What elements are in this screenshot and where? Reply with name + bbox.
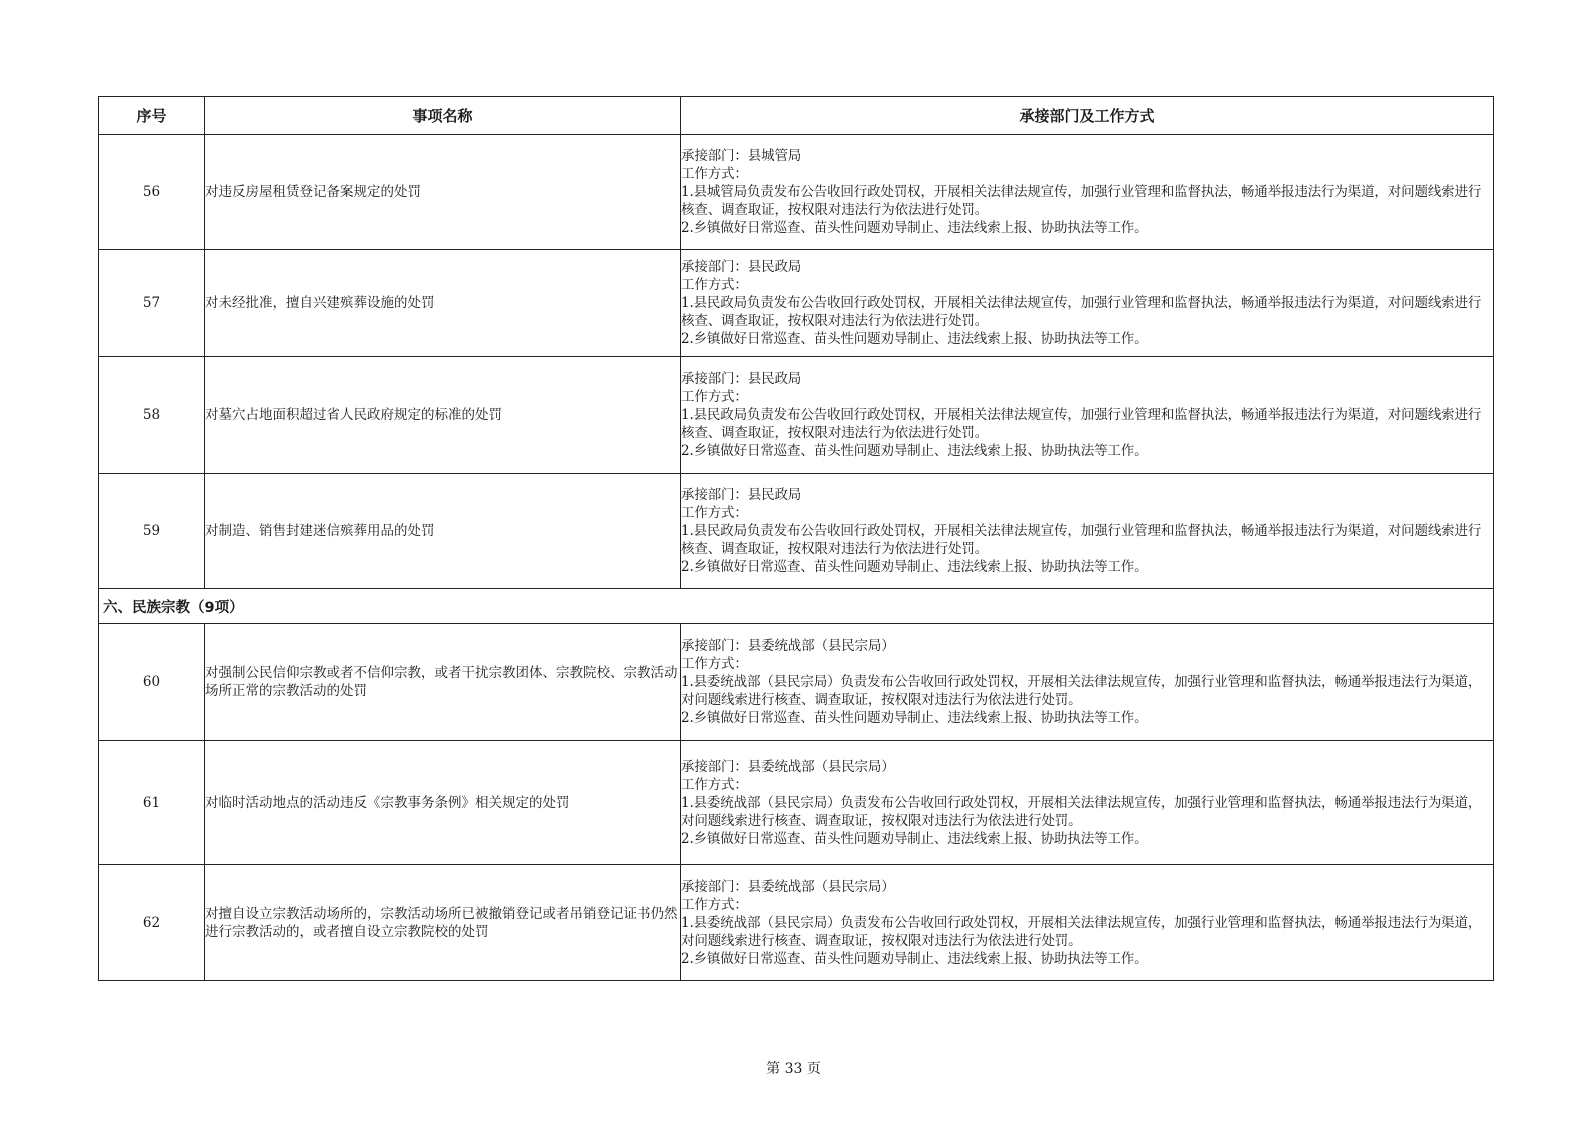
row-item-name: 对墓穴占地面积超过省人民政府规定的标准的处罚 (205, 357, 681, 474)
row-number: 57 (99, 250, 205, 357)
row-method: 承接部门：县委统战部（县民宗局） 工作方式： 1.县委统战部（县民宗局）负责发布公告收回行政处罚权，开展相关法律法规宣传，加强行业管理和监督执法，畅通举报违法行为渠道，对问题线索进行核查、调查取证，按权限对违法行为依法进行处罚。 2.乡镇做好日常巡查、苗头性问题劝导制止、违法线索上报、协助执法等工作。 (681, 865, 1494, 981)
row-method: 承接部门：县民政局 工作方式： 1.县民政局负责发布公告收回行政处罚权，开展相关法律法规宣传，加强行业管理和监督执法，畅通举报违法行为渠道，对问题线索进行核查、调查取证，按权限对违法行为依法进行处罚。 2.乡镇做好日常巡查、苗头性问题劝导制止、违法线索上报、协助执法等工作。 (681, 357, 1494, 474)
row-item-name: 对违反房屋租赁登记备案规定的处罚 (205, 135, 681, 250)
row-item-name: 对临时活动地点的活动违反《宗教事务条例》相关规定的处罚 (205, 741, 681, 865)
table-row (99, 865, 1494, 981)
row-number: 60 (99, 624, 205, 741)
items-table (98, 96, 1494, 981)
row-number: 62 (99, 865, 205, 981)
row-method: 承接部门：县民政局 工作方式： 1.县民政局负责发布公告收回行政处罚权，开展相关法律法规宣传，加强行业管理和监督执法，畅通举报违法行为渠道，对问题线索进行核查、调查取证，按权限对违法行为依法进行处罚。 2.乡镇做好日常巡查、苗头性问题劝导制止、违法线索上报、协助执法等工作。 (681, 250, 1494, 357)
row-item-name: 对擅自设立宗教活动场所的，宗教活动场所已被撤销登记或者吊销登记证书仍然进行宗教活动的，或者擅自设立宗教院校的处罚 (205, 865, 681, 981)
row-number: 61 (99, 741, 205, 865)
row-method: 承接部门：县城管局 工作方式： 1.县城管局负责发布公告收回行政处罚权，开展相关法律法规宣传，加强行业管理和监督执法，畅通举报违法行为渠道，对问题线索进行核查、调查取证，按权限对违法行为依法进行处罚。 2.乡镇做好日常巡查、苗头性问题劝导制止、违法线索上报、协助执法等工作。 (681, 135, 1494, 250)
table-row (99, 250, 1494, 357)
row-number: 59 (99, 474, 205, 589)
row-number: 56 (99, 135, 205, 250)
row-method: 承接部门：县委统战部（县民宗局） 工作方式： 1.县委统战部（县民宗局）负责发布公告收回行政处罚权，开展相关法律法规宣传，加强行业管理和监督执法，畅通举报违法行为渠道，对问题线索进行核查、调查取证，按权限对违法行为依法进行处罚。 2.乡镇做好日常巡查、苗头性问题劝导制止、违法线索上报、协助执法等工作。 (681, 741, 1494, 865)
header-item-name: 事项名称 (205, 97, 681, 135)
section-title: 六、民族宗教（9项） (99, 589, 1494, 624)
table-row (99, 624, 1494, 741)
table-row (99, 135, 1494, 250)
row-item-name: 对强制公民信仰宗教或者不信仰宗教，或者干扰宗教团体、宗教院校、宗教活动场所正常的宗教活动的处罚 (205, 624, 681, 741)
table-header-row (99, 97, 1494, 135)
header-serial-number: 序号 (99, 97, 205, 135)
row-method: 承接部门：县委统战部（县民宗局） 工作方式： 1.县委统战部（县民宗局）负责发布公告收回行政处罚权，开展相关法律法规宣传，加强行业管理和监督执法，畅通举报违法行为渠道，对问题线索进行核查、调查取证，按权限对违法行为依法进行处罚。 2.乡镇做好日常巡查、苗头性问题劝导制止、违法线索上报、协助执法等工作。 (681, 624, 1494, 741)
table-row (99, 474, 1494, 589)
row-method: 承接部门：县民政局 工作方式： 1.县民政局负责发布公告收回行政处罚权，开展相关法律法规宣传，加强行业管理和监督执法，畅通举报违法行为渠道，对问题线索进行核查、调查取证，按权限对违法行为依法进行处罚。 2.乡镇做好日常巡查、苗头性问题劝导制止、违法线索上报、协助执法等工作。 (681, 474, 1494, 589)
table-row (99, 357, 1494, 474)
row-number: 58 (99, 357, 205, 474)
header-department-method: 承接部门及工作方式 (681, 97, 1494, 135)
row-item-name: 对制造、销售封建迷信殡葬用品的处罚 (205, 474, 681, 589)
page-number: 第 33 页 (766, 1061, 821, 1077)
row-item-name: 对未经批准，擅自兴建殡葬设施的处罚 (205, 250, 681, 357)
section-row (99, 589, 1494, 624)
table-row (99, 741, 1494, 865)
